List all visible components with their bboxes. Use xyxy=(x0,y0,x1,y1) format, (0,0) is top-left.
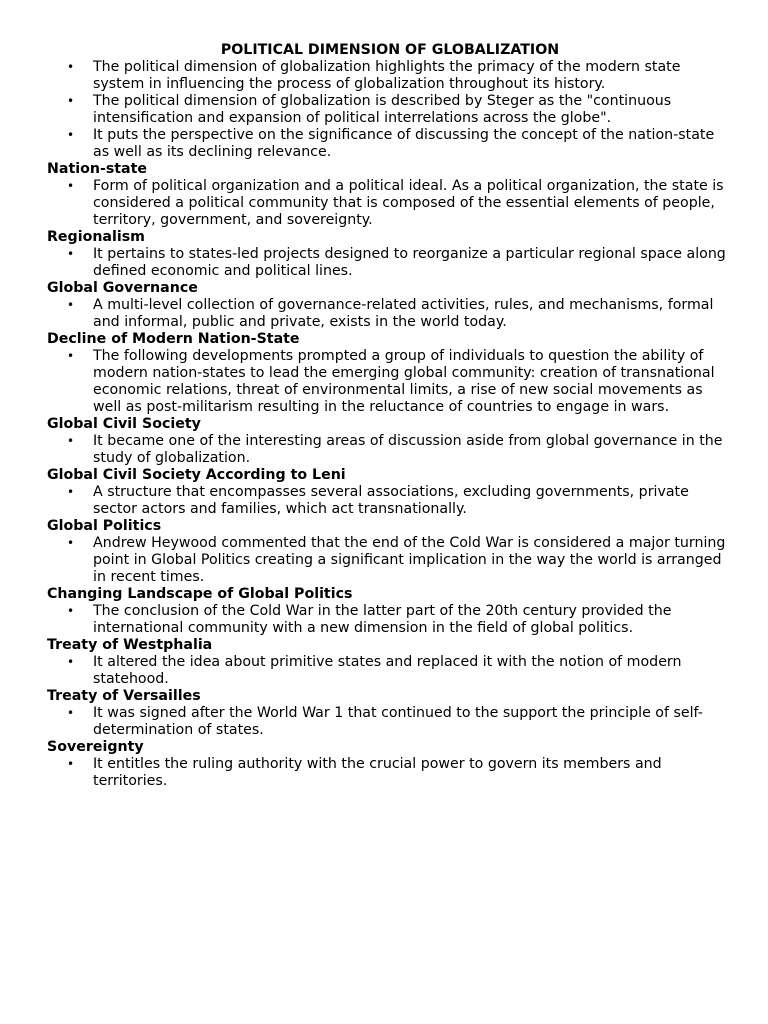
section-heading-regionalism: Regionalism xyxy=(47,229,145,245)
decline-nation-state-bullets xyxy=(47,348,727,416)
section-heading-treaty-versailles: Treaty of Versailles xyxy=(47,688,201,704)
section-heading-sovereignty: Sovereignty xyxy=(47,739,144,755)
bullet-icon: • xyxy=(67,298,75,312)
nation-state-bullets xyxy=(47,178,727,229)
section-heading-global-civil-society-leni: Global Civil Society According to Leni xyxy=(47,467,346,483)
section-heading-global-politics: Global Politics xyxy=(47,518,162,534)
bullet-icon: • xyxy=(67,247,75,261)
bullet-text: Andrew Heywood commented that the end of the Cold War is considered a major turning point in Global Politics creating a significant implication in the way the world is arranged in recent times. xyxy=(93,535,726,585)
bullet-text: It puts the perspective on the significance of discussing the concept of the nation-state as well as its declining relevance. xyxy=(93,127,715,160)
bullet-icon: • xyxy=(67,434,75,448)
global-politics-bullets xyxy=(47,535,727,586)
changing-landscape-bullets xyxy=(47,603,727,637)
document-page xyxy=(47,42,727,790)
list-item xyxy=(47,127,727,161)
bullet-icon: • xyxy=(67,757,75,771)
bullet-text: It entitles the ruling authority with the crucial power to govern its members and territories. xyxy=(93,756,662,789)
bullet-icon: • xyxy=(67,485,75,499)
bullet-text: The following developments prompted a group of individuals to question the ability of modern nation-states to lead the emerging global community: creation of transnational economic relations, threat of environmental limits, a rise of new social movements as well as post-militarism resulting in the reluctance of countries to engage in wars. xyxy=(93,348,715,415)
list-item xyxy=(47,178,727,229)
bullet-icon: • xyxy=(67,94,75,108)
global-civil-society-bullets xyxy=(47,433,727,467)
treaty-versailles-bullets xyxy=(47,705,727,739)
bullet-text: It pertains to states-led projects designed to reorganize a particular regional space along defined economic and political lines. xyxy=(93,246,726,279)
bullet-text: A structure that encompasses several associations, excluding governments, private sector actors and families, which act transnationally. xyxy=(93,484,689,517)
list-item xyxy=(47,59,727,93)
list-item xyxy=(47,433,727,467)
bullet-icon: • xyxy=(67,536,75,550)
bullet-text: A multi-level collection of governance-related activities, rules, and mechanisms, formal and informal, public and private, exists in the world today. xyxy=(93,297,714,330)
list-item xyxy=(47,93,727,127)
bullet-text: The political dimension of globalization is described by Steger as the "continuous intensification and expansion of political interrelations across the globe". xyxy=(93,93,672,126)
bullet-icon: • xyxy=(67,60,75,74)
section-heading-changing-landscape: Changing Landscape of Global Politics xyxy=(47,586,353,602)
bullet-text: The political dimension of globalization highlights the primacy of the modern state system in influencing the process of globalization throughout its history. xyxy=(93,59,681,92)
list-item xyxy=(47,535,727,586)
list-item xyxy=(47,484,727,518)
bullet-text: It was signed after the World War 1 that continued to the support the principle of self-determination of states. xyxy=(93,705,703,738)
bullet-text: Form of political organization and a political ideal. As a political organization, the state is considered a political community that is composed of the essential elements of people, territory, government, and sovereignty. xyxy=(93,178,724,228)
section-heading-global-civil-society: Global Civil Society xyxy=(47,416,201,432)
bullet-icon: • xyxy=(67,706,75,720)
list-item xyxy=(47,756,727,790)
list-item xyxy=(47,654,727,688)
list-item xyxy=(47,603,727,637)
bullet-icon: • xyxy=(67,128,75,142)
section-heading-decline-nation-state: Decline of Modern Nation-State xyxy=(47,331,300,347)
section-heading-global-governance: Global Governance xyxy=(47,280,198,296)
regionalism-bullets xyxy=(47,246,727,280)
bullet-icon: • xyxy=(67,179,75,193)
global-civil-society-leni-bullets xyxy=(47,484,727,518)
global-governance-bullets xyxy=(47,297,727,331)
bullet-text: The conclusion of the Cold War in the latter part of the 20th century provided the international community with a new dimension in the field of global politics. xyxy=(93,603,672,636)
sovereignty-bullets xyxy=(47,756,727,790)
list-item xyxy=(47,246,727,280)
list-item xyxy=(47,348,727,416)
section-heading-nation-state: Nation-state xyxy=(47,161,148,177)
bullet-text: It altered the idea about primitive states and replaced it with the notion of modern statehood. xyxy=(93,654,682,687)
list-item xyxy=(47,705,727,739)
document-title: POLITICAL DIMENSION OF GLOBALIZATION xyxy=(220,42,560,58)
intro-bullet-list xyxy=(47,59,727,161)
section-heading-treaty-westphalia: Treaty of Westphalia xyxy=(47,637,213,653)
treaty-westphalia-bullets xyxy=(47,654,727,688)
bullet-text: It became one of the interesting areas of discussion aside from global governance in the study of globalization. xyxy=(93,433,723,466)
list-item xyxy=(47,297,727,331)
bullet-icon: • xyxy=(67,349,75,363)
bullet-icon: • xyxy=(67,604,75,618)
bullet-icon: • xyxy=(67,655,75,669)
